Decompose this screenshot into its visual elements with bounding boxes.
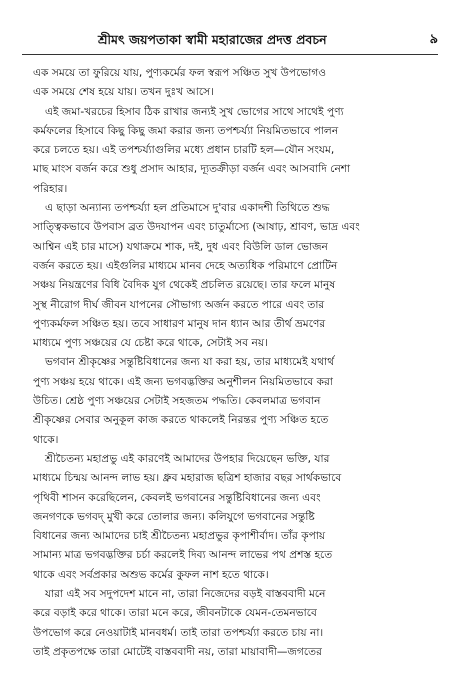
text-line: পৃথিবী শাসন করেছিলেন, কেবলই ভগবানের সন্তুষ্টিবিধানের জন্য এবং bbox=[33, 491, 321, 504]
text-line: সাত্ত্বিকভাবে উপবাস ব্রত উদযাপন এবং চাতুর্মাস্যে (আষাঢ়, শ্রাবণ, ভাদ্র এবং bbox=[33, 221, 360, 234]
text-line: সামান্য মাত্র ভগবদ্ভক্তির চর্চা করলেই দিব্য আনন্দ লাভের পথ প্রশস্ত হতে bbox=[33, 549, 333, 562]
text-line: সুস্থ নীরোগ দীর্ঘ জীবন যাপনের সৌভাগ্য অর্জন করতে পারে এবং তার bbox=[33, 298, 325, 311]
text-line: সঞ্চয় নিয়ন্ত্রণের বিধি বৈদিক যুগ থেকেই প্রচলিত রয়েছে। তার ফলে মানুষ bbox=[33, 279, 336, 292]
text-line: আশ্বিন এই চার মাসে) যথাক্রমে শাক, দই, দুধ এবং বিউলি ডাল ভোজন bbox=[33, 240, 328, 253]
text-line: পুণ্য সঞ্চয় হয়ে থাকে। এই জন্য ভগবদ্ভক্তির অনুশীলন নিয়মিতভাবে করা bbox=[33, 375, 333, 388]
text-line: উচিত। শ্রেষ্ঠ পুণ্য সঞ্চয়ের সেটাই সহজতম পদ্ধতি। কেবলমাত্র ভগবান bbox=[33, 395, 321, 408]
text-line: বিধানের জন্য আমাদের চাই শ্রীচৈতন্য মহাপ্রভুর কৃপাশীর্বাদ। তাঁর কৃপায় bbox=[33, 530, 326, 543]
text-line: উপভোগ করে নেওয়াটাই মানবধর্ম। তাই তারা তপশ্চর্য্যা করতে চায় না। bbox=[33, 626, 324, 639]
text-line: শ্রীকৃষ্ণের সেবার অনুকূল কাজ করতে থাকলেই নিরন্তর পুণ্য সঞ্চিত হতে bbox=[33, 414, 329, 427]
page-header bbox=[22, 30, 438, 50]
text-line: মাধ্যমে চিন্ময় আনন্দ লাভ হয়। ধ্রুব মহারাজ ছত্রিশ হাজার বছর সার্থকভাবে bbox=[33, 472, 342, 485]
text-line: এই জমা-খরচের হিসাব ঠিক রাখার জন্যই সুখ ভোগের সাথে সাথেই পুণ্য bbox=[45, 105, 344, 118]
text-line: এক সময়ে তা ফুরিয়ে যায়, পুণ্যকর্মের ফল স্বরূপ সঞ্চিত সুখ উপভোগও bbox=[33, 67, 327, 79]
text-line: ভগবান শ্রীকৃষ্ণের সন্তুষ্টিবিধানের জন্য যা করা হয়, তার মাধ্যমেই যথার্থ bbox=[45, 356, 335, 369]
text-line: যারা এই সব সদুপদেশ মানে না, তারা নিজেদের বড়ই বাস্তববাদী মনে bbox=[45, 588, 326, 601]
text-line: পরিহার। bbox=[33, 182, 68, 195]
text-line: এ ছাড়া অন্যান্য তপশ্চর্য্যা হল প্রতিমাসে দু'বার একাদশী তিথিতে শুদ্ধ bbox=[45, 202, 330, 215]
text-line: করে বড়াই করে থাকে। তারা মনে করে, জীবনটাকে যেমন-তেমনভাবে bbox=[33, 607, 317, 620]
text-line: শ্রীচৈতন্য মহাপ্রভু এই কারণেই আমাদের উপহার দিয়েছেন ভক্তি, যার bbox=[45, 452, 330, 465]
text-line: থাকে এবং সর্বপ্রকার অশুভ কর্মের কুফল নাশ হতে থাকে। bbox=[33, 568, 269, 581]
text-line: মাছ মাংস বর্জন করে শুধু প্রসাদ আহার, দ্যূতক্রীড়া বর্জন এবং আসবাদি নেশা bbox=[33, 163, 351, 176]
body-text bbox=[33, 64, 437, 662]
text-line: জনগণকে ভগবদ্ মুখী করে তোলার জন্য। কলিযুগে ভগবানের সন্তুষ্টি bbox=[33, 510, 315, 523]
text-line: মাধ্যমে পুণ্য সঞ্চয়ের যে চেষ্টা করে থাকে, সেটাই সব নয়। bbox=[33, 337, 268, 350]
text-line: বর্জন করতে হয়। এইগুলির মাধ্যমে মানব দেহে অত্যধিক পরিমাণে প্রোটিন bbox=[33, 259, 338, 272]
text-line: তাই প্রকৃতপক্ষে তারা মোটেই বাস্তববাদী নয়, তারা মায়াবাদী—জগতের bbox=[33, 645, 322, 658]
text-line: থাকে। bbox=[33, 433, 59, 446]
text-line: কর্মফলের হিসাবে কিছু কিছু জমা করার জন্য তপশ্চর্য্যা নিয়মিতভাবে পালন bbox=[33, 124, 339, 137]
text-line: করে চলতে হয়। এই তপশ্চর্য্যাগুলির মধ্যে প্রধান চারটি হল—যৌন সংযম, bbox=[33, 144, 335, 157]
running-title: শ্রীমৎ জয়পতাকা স্বামী মহারাজের প্রদত্ত প্রবচন bbox=[98, 32, 327, 47]
text-line: এক সময়ে শেষ হয়ে যায়। তখন দুঃখ আসে। bbox=[33, 86, 214, 99]
text-line: পুণ্যকর্মফল সঞ্চিত হয়। তবে সাধারণ মানুষ দান ধ্যান আর তীর্থ ভ্রমণের bbox=[33, 317, 326, 330]
page-number: ৯ bbox=[429, 32, 438, 47]
header-rule bbox=[22, 54, 438, 55]
